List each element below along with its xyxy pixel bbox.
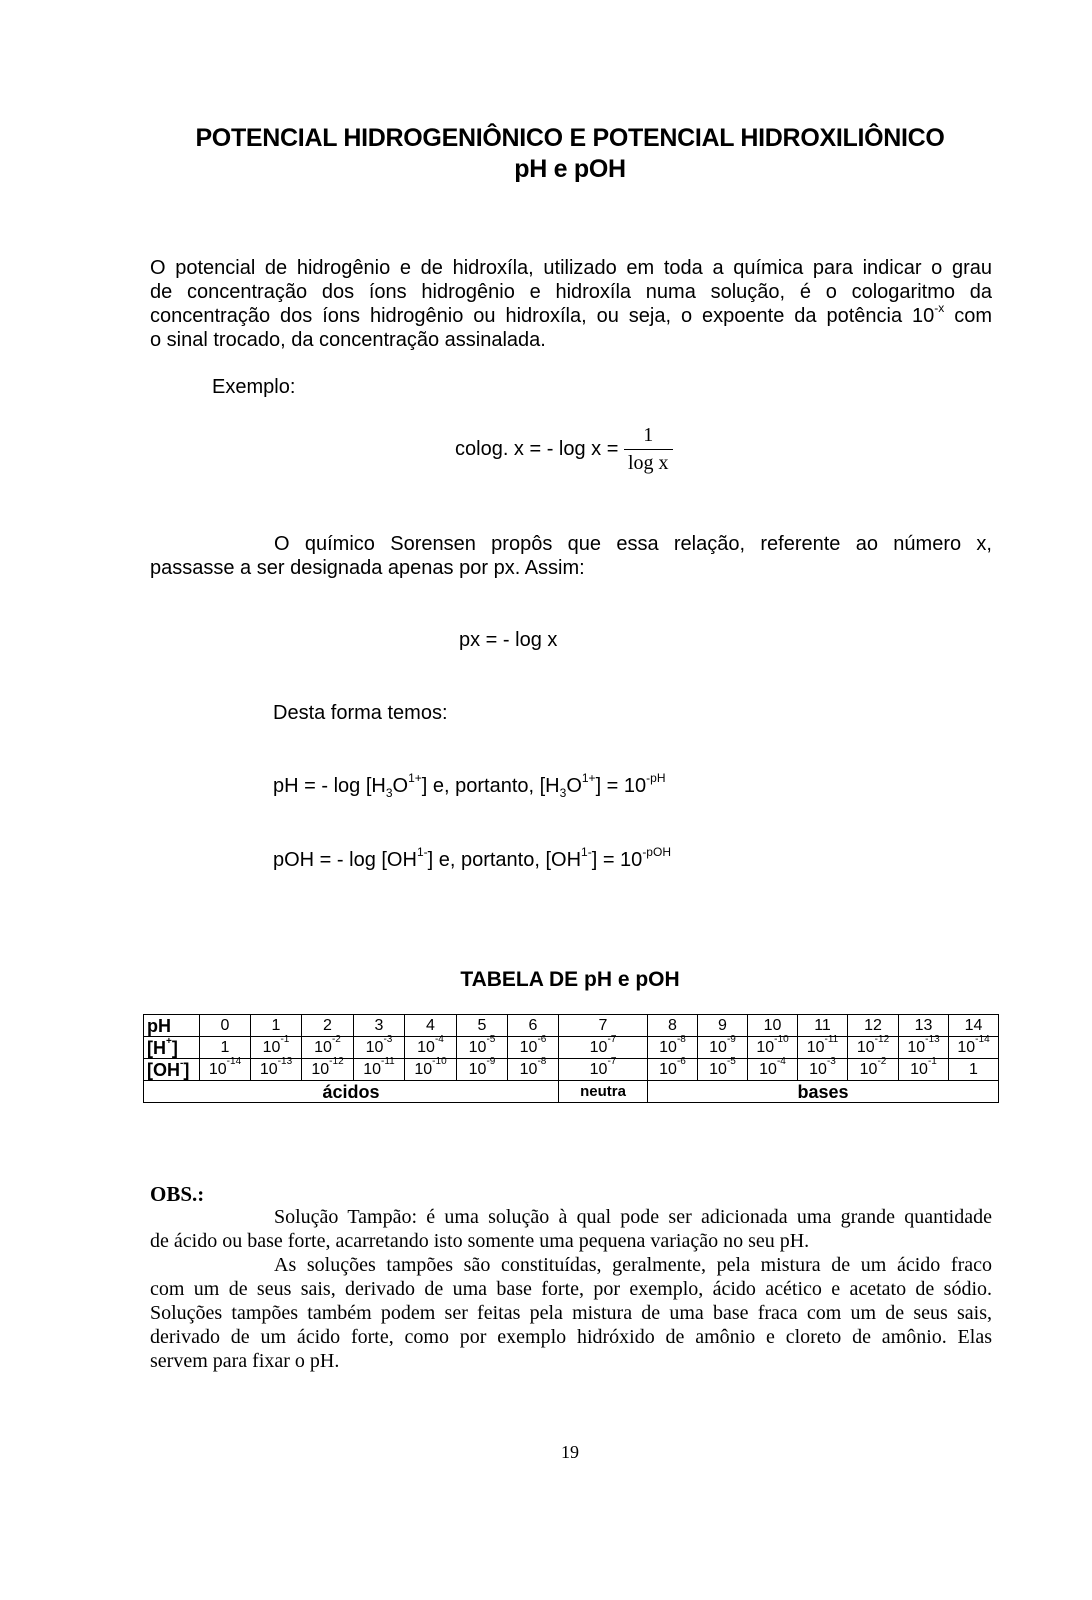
ph-cell: 10 [748,1015,798,1037]
oh-concentration-cell: $10^{-13}$ [251,1059,302,1081]
row-header-oh: [OH-] [144,1059,200,1081]
group-acid: ácidos [144,1081,559,1103]
oh-concentration-cell: $10^{-1}$ [899,1059,949,1081]
group-neutral: neutra [559,1081,648,1103]
ph-cell: 3 [354,1015,405,1037]
table-title: TABELA DE pH e pOH [460,968,680,991]
group-row [144,1081,999,1103]
h-concentration-cell: $10^{-12}$ [848,1037,899,1059]
oh-concentration-cell: $10^{-2}$ [848,1059,899,1081]
oh-row [144,1059,999,1081]
h-concentration-cell: $10^{-9}$ [698,1037,748,1059]
h-concentration-cell: $10^{-11}$ [798,1037,848,1059]
intro-line: o sinal trocado, da concentração assinalada. [150,329,546,351]
colog-formula: colog. x = - log x = $\frac{1}{\text{log x}}$ [455,424,673,475]
oh-concentration-cell: $10^{-3}$ [798,1059,848,1081]
oh-concentration-cell: $10^{-12}$ [302,1059,354,1081]
obs-line: As soluções tampões são constituídas, geralmente, pela mistura de um ácido fraco [274,1254,992,1276]
page-title: POTENCIAL HIDROGENIÔNICO E POTENCIAL HIDROXILIÔNICO [195,124,945,152]
ph-cell: 0 [200,1015,251,1037]
h-concentration-cell: 1 [200,1037,251,1059]
ph-table [143,1014,999,1103]
row-header-h: [H+] [144,1037,200,1059]
h-concentration-cell: $10^{-10}$ [748,1037,798,1059]
oh-concentration-cell: $10^{-14}$ [200,1059,251,1081]
desta-forma-label: Desta forma temos: [273,702,448,724]
oh-concentration-cell: $10^{-4}$ [748,1059,798,1081]
obs-heading: OBS.: [150,1182,205,1206]
page-subtitle: pH e pOH [514,155,626,183]
obs-line: de ácido ou base forte, acarretando isto somente uma pequena variação no seu pH. [150,1230,810,1252]
oh-concentration-cell: $10^{-5}$ [698,1059,748,1081]
example-label: Exemplo: [212,376,296,398]
oh-concentration-cell: $10^{-7}$ [559,1059,648,1081]
h-concentration-cell: $10^{-2}$ [302,1037,354,1059]
obs-line: servem para fixar o pH. [150,1350,340,1372]
fraction: $\frac{1}{\text{log x}}$ [624,424,673,475]
h-concentration-cell: $10^{-14}$ [949,1037,999,1059]
ph-cell: 9 [698,1015,748,1037]
h-concentration-cell: $10^{-1}$ [251,1037,302,1059]
ph-formula: pH = - $\log [H_3O^{1+}]$ e, portanto, $[H_3O^{1+}] = 10^{-pH}$ [273,771,666,800]
obs-body [150,1205,992,1373]
h-concentration-cell: $10^{-8}$ [648,1037,698,1059]
sorensen-line: O químico Sorensen propôs que essa relação, referente ao número x, [274,533,992,555]
ph-cell: 6 [508,1015,559,1037]
ph-cell: 12 [848,1015,899,1037]
ph-cell: 1 [251,1015,302,1037]
oh-concentration-cell: 1 [949,1059,999,1081]
sorensen-line: passasse a ser designada apenas por px. Assim: [150,557,585,579]
row-header-ph: pH [144,1015,200,1037]
ph-cell: 14 [949,1015,999,1037]
ph-cell: 7 [559,1015,648,1037]
intro-line: concentração dos íons hidrogênio ou hidroxíla, ou seja, o expoente da potência $10^{-x}$ com [150,301,992,327]
ph-cell: 8 [648,1015,698,1037]
oh-concentration-cell: $10^{-8}$ [508,1059,559,1081]
intro-line: de concentração dos íons hidrogênio e hidroxíla numa solução, é o cologaritmo da [150,281,992,303]
h-concentration-cell: $10^{-5}$ [457,1037,508,1059]
oh-concentration-cell: $10^{-9}$ [457,1059,508,1081]
h-concentration-cell: $10^{-6}$ [508,1037,559,1059]
poh-formula: pOH = - $\log [OH^{1-}]$ e, portanto, $[OH^{1-}] = 10^{-pOH}$ [273,845,671,871]
sorensen-paragraph [150,533,992,580]
ph-cell: 11 [798,1015,848,1037]
oh-concentration-cell: $10^{-10}$ [405,1059,457,1081]
group-base: bases [648,1081,999,1103]
obs-line: Solução Tampão: é uma solução à qual pode ser adicionada uma grande quantidade [274,1206,992,1228]
oh-concentration-cell: $10^{-11}$ [354,1059,405,1081]
page-number: 19 [561,1442,579,1462]
ph-cell: 5 [457,1015,508,1037]
ph-cell: 13 [899,1015,949,1037]
ph-cell: 2 [302,1015,354,1037]
ph-row [144,1015,999,1037]
obs-line: com um de seus sais, derivado de uma base forte, por exemplo, ácido acético e acetato de sódio. [150,1278,992,1300]
ph-cell: 4 [405,1015,457,1037]
h-row [144,1037,999,1059]
oh-concentration-cell: $10^{-6}$ [648,1059,698,1081]
obs-line: derivado de um ácido forte, como por exemplo hidróxido de amônio e cloreto de amônio. Elas [150,1326,992,1348]
h-concentration-cell: $10^{-7}$ [559,1037,648,1059]
h-concentration-cell: $10^{-4}$ [405,1037,457,1059]
h-concentration-cell: $10^{-13}$ [899,1037,949,1059]
h-concentration-cell: $10^{-3}$ [354,1037,405,1059]
px-formula: px = - log x [459,629,558,651]
intro-paragraph [150,256,992,352]
obs-line: Soluções tampões também podem ser feitas pela mistura de uma base fraca com um de seus sais, [150,1302,992,1324]
intro-line: O potencial de hidrogênio e de hidroxíla, utilizado em toda a química para indicar o grau [150,257,992,279]
